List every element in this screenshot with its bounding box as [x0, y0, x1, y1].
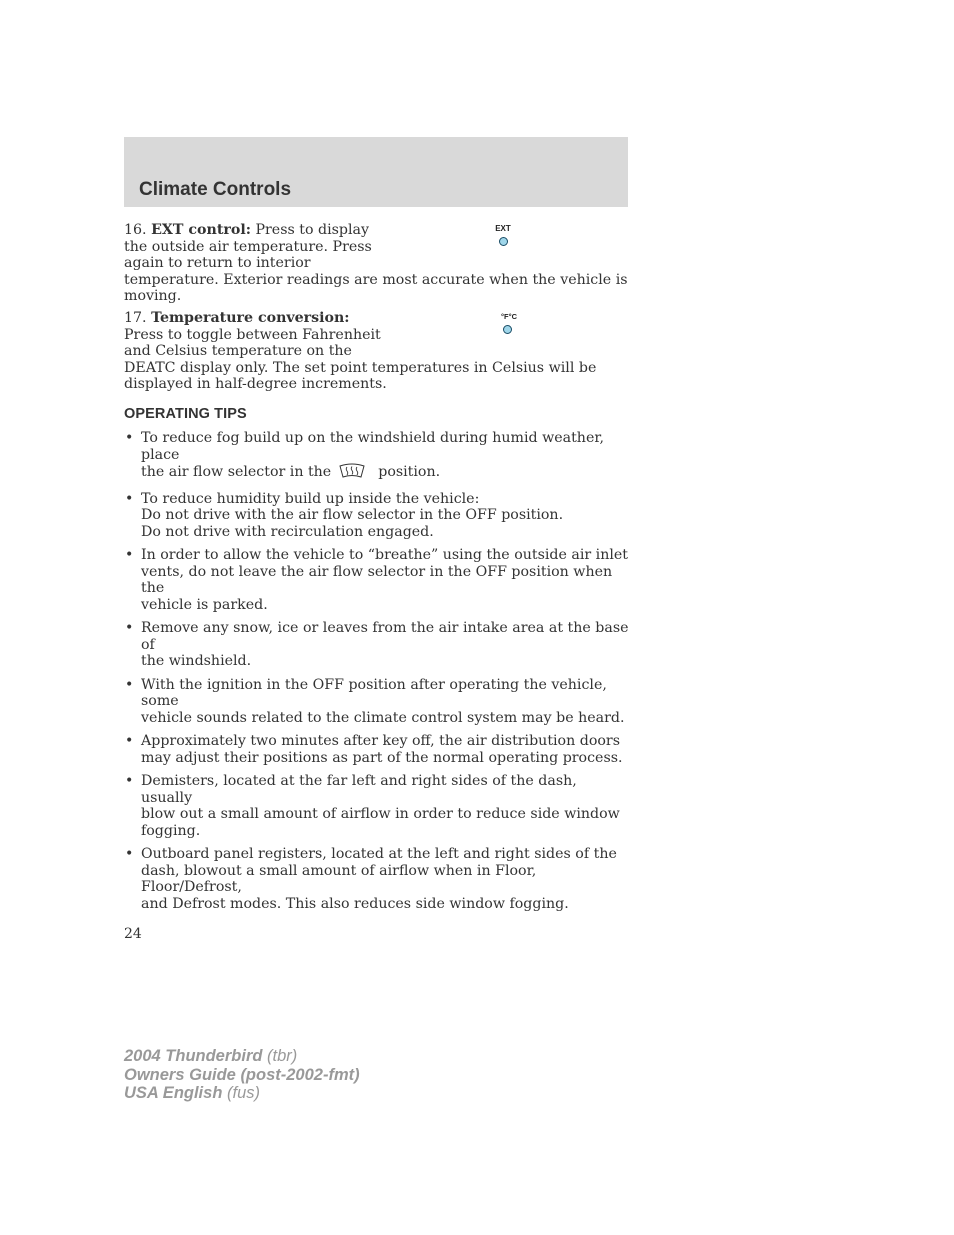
- fc-indicator-dot-icon: [503, 325, 512, 334]
- operating-tips-heading: OPERATING TIPS: [124, 406, 247, 422]
- item-ext-control: [124, 222, 628, 305]
- tip-humidity: • To reduce humidity build up inside the vehicle: Do not drive with the air flow selector in the OFF position. Do not drive with recirculation engaged.: [125, 490, 564, 540]
- item-16-label: EXT control:: [151, 222, 251, 238]
- page-number: 24: [124, 926, 142, 942]
- footer-line-2: Owners Guide (post-2002-fmt): [124, 1065, 360, 1084]
- operating-tips-list: [124, 430, 629, 919]
- tip-distribution-doors: • Approximately two minutes after key off, the air distribution doors may adjust their positions as part of the normal operating process.: [125, 733, 623, 766]
- tip-ignition-sounds: • With the ignition in the OFF position after operating the vehicle, some vehicle sounds related to the climate control system may be heard.: [125, 676, 625, 726]
- document-footer: [124, 1047, 360, 1103]
- ext-indicator-dot-icon: [499, 237, 508, 246]
- item-temperature-conversion: [124, 310, 628, 393]
- section-header-bar: [124, 137, 628, 207]
- fahrenheit-celsius-button-icon: °F°C: [496, 312, 522, 339]
- item-16-line-3: again to return to interior: [124, 255, 311, 271]
- item-17-line-5: displayed in half-degree increments.: [124, 376, 387, 392]
- item-16-line-4: temperature. Exterior readings are most accurate when the vehicle is: [124, 271, 628, 288]
- section-title: Climate Controls: [139, 179, 292, 200]
- defrost-icon: [338, 463, 366, 484]
- tip-outboard-registers: • Outboard panel registers, located at the left and right sides of the dash, blowout a small amount of airflow when in Floor, Floor/Defrost, and Defrost modes. This also reduces side window fogging.: [125, 846, 617, 912]
- footer-line-1: 2004 Thunderbird (tbr): [124, 1047, 298, 1065]
- item-17-line-2: Press to toggle between Fahrenheit: [124, 326, 381, 343]
- item-17-line-1: 17. Temperature conversion:: [124, 310, 350, 326]
- item-16-line-2: the outside air temperature. Press: [124, 238, 372, 255]
- item-16-line-5: moving.: [124, 288, 182, 304]
- tip-demisters: • Demisters, located at the far left and right sides of the dash, usually blow out a small amount of airflow in order to reduce side window fogging.: [125, 773, 620, 839]
- item-17-label: Temperature conversion:: [151, 310, 350, 326]
- item-16-line-1: 16. EXT control: Press to display: [124, 222, 370, 238]
- item-17-line-4: DEATC display only. The set point temperatures in Celsius will be: [124, 359, 597, 376]
- tip-snow: • Remove any snow, ice or leaves from the air intake area at the base of the windshield.: [125, 620, 629, 669]
- tip-breathe: • In order to allow the vehicle to “breathe” using the outside air inlet vents, do not leave the air flow selector in the OFF position when the vehicle is parked.: [125, 547, 628, 613]
- item-17-line-3: and Celsius temperature on the: [124, 343, 352, 359]
- ext-button-icon: EXT: [490, 224, 516, 251]
- tip-fog: • To reduce fog build up on the windshield during humid weather, place the air flow selector in the position.: [124, 430, 629, 484]
- footer-line-3: USA English (fus): [124, 1084, 260, 1102]
